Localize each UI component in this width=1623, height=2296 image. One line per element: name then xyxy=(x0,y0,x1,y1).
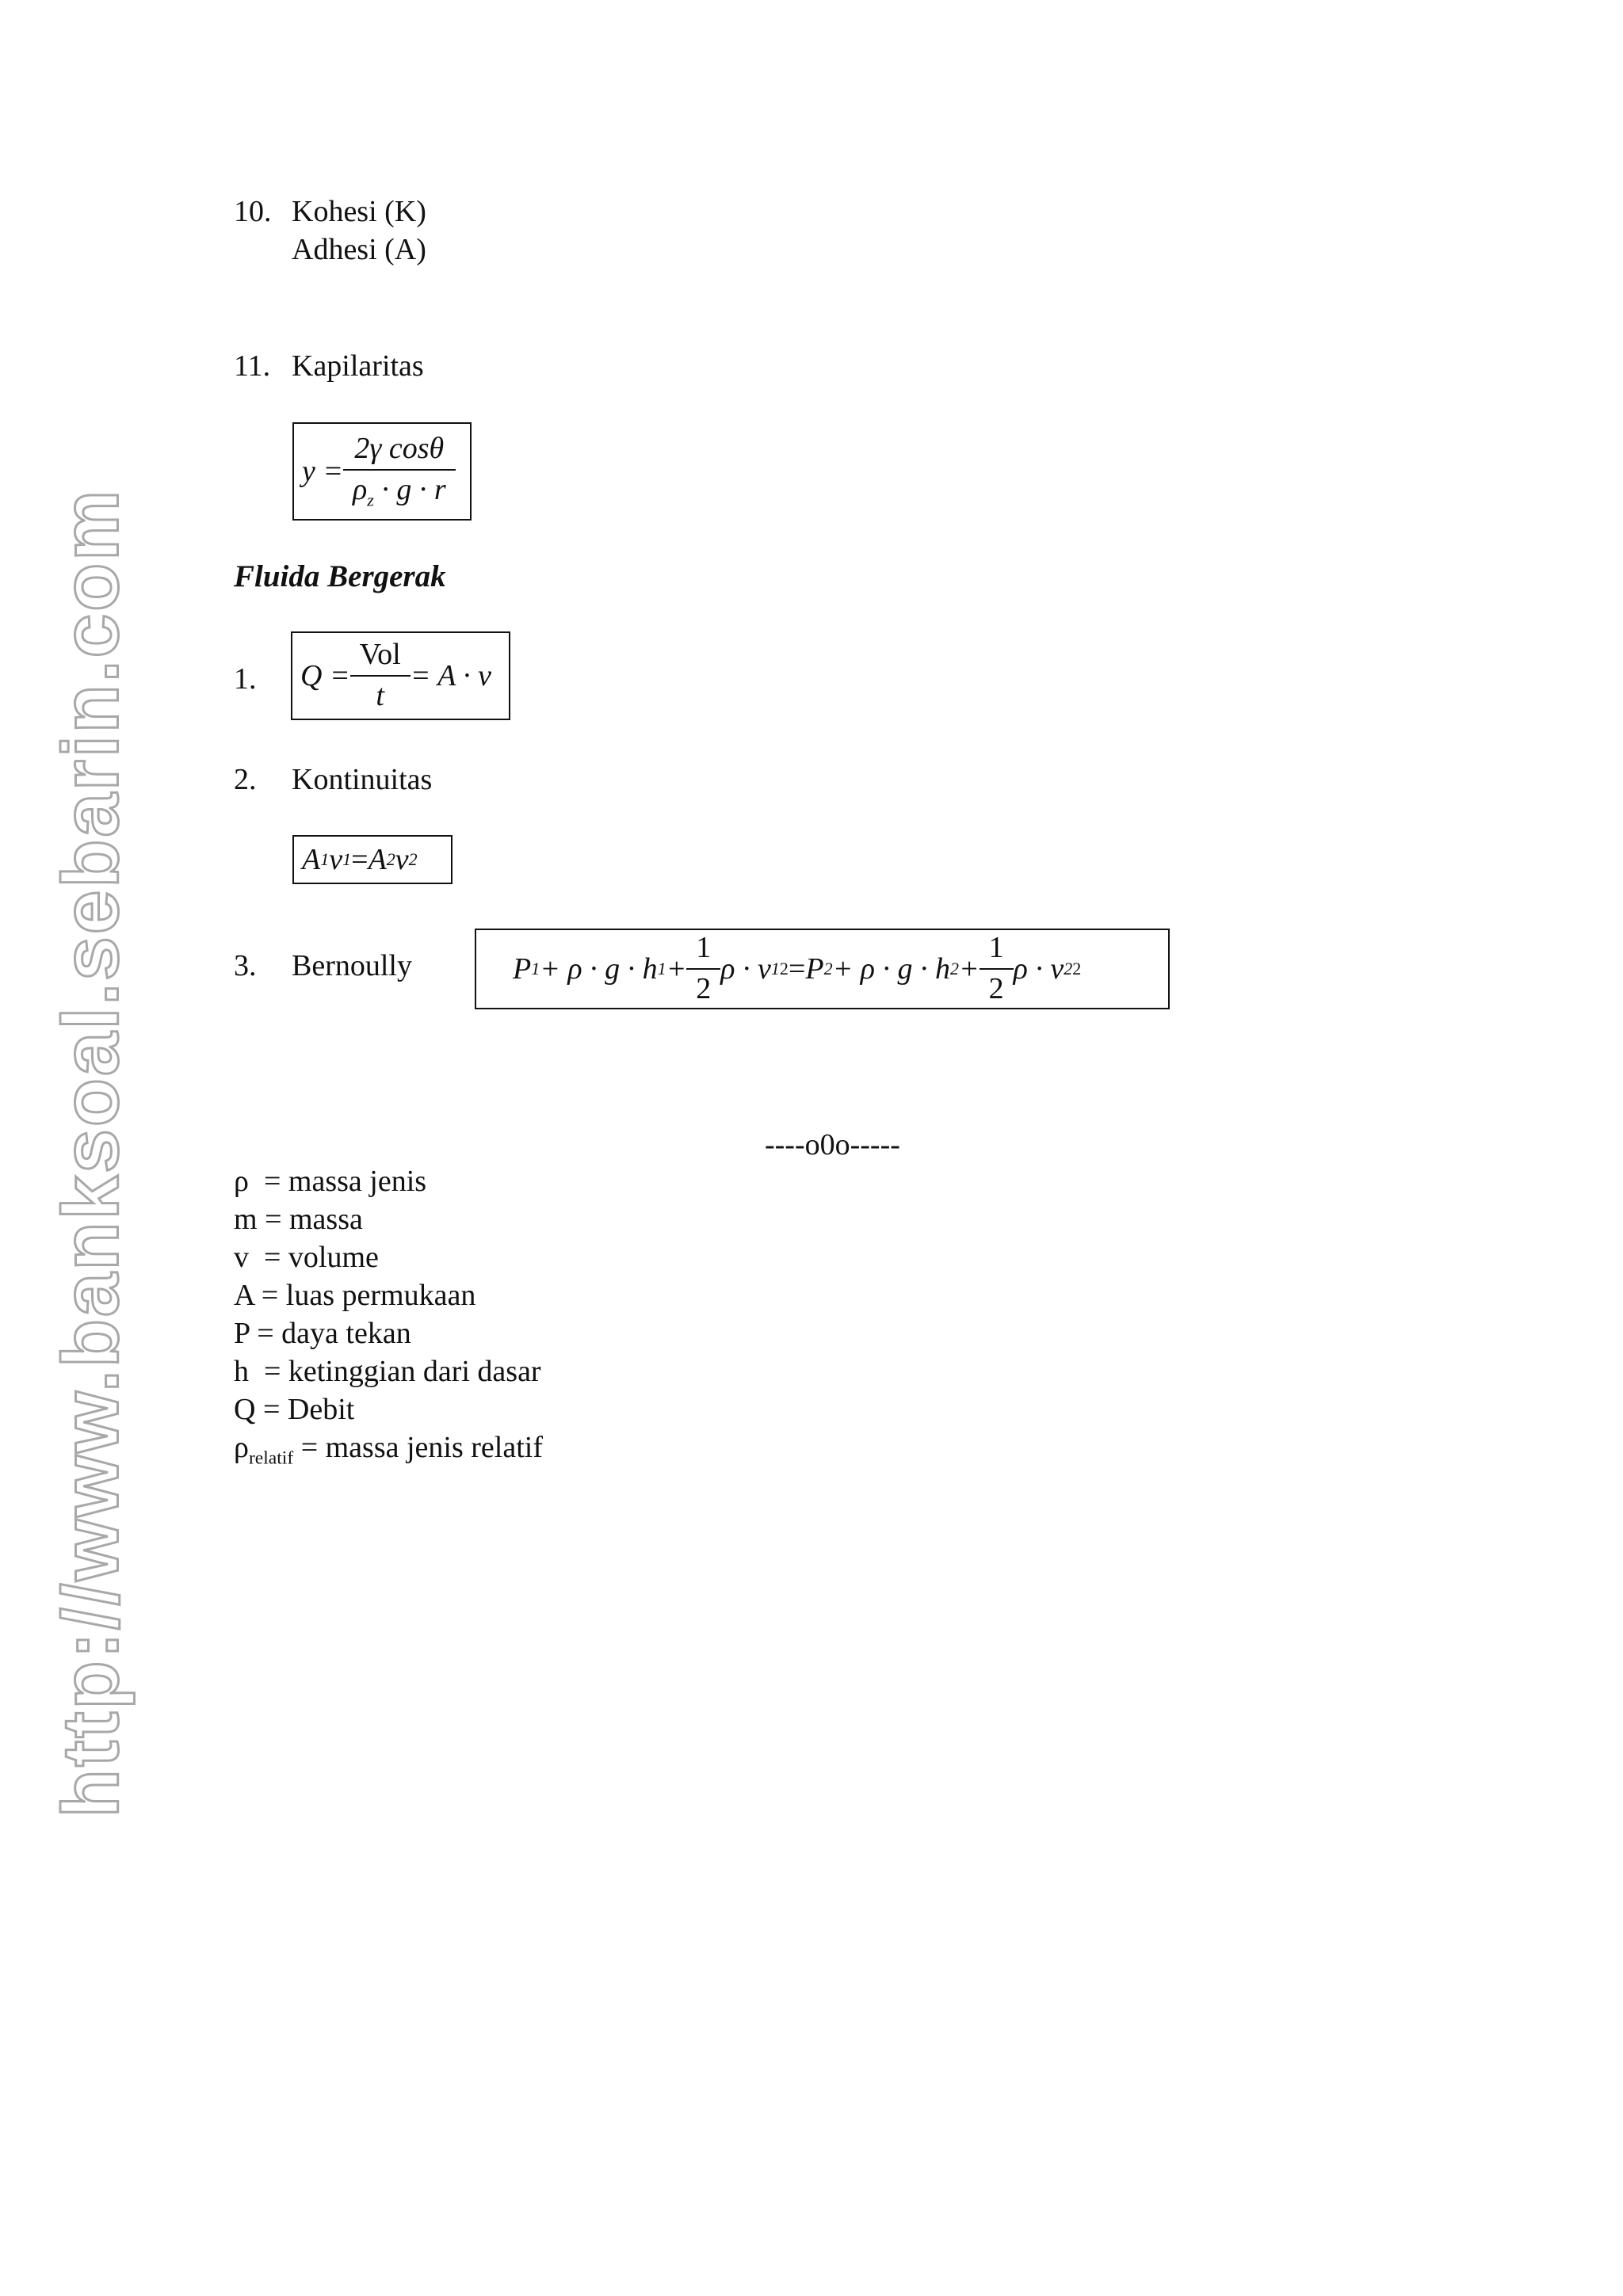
formula-denominator: t xyxy=(350,675,411,713)
definition-row: Q = Debit xyxy=(234,1393,355,1426)
kontinuitas-formula-box xyxy=(292,835,453,884)
debit-formula-box xyxy=(291,631,510,720)
bernoulli-formula: P 1 + ρ · g · h 1 + $\frac{1}{2}$ ρ · v 1 2 = P 2 + ρ · g · h 2 + $\frac{1}{2}$ ρ · v 2 2 xyxy=(513,931,1082,1005)
item-label: Kohesi (K) xyxy=(292,195,426,228)
formula-denominator: $\rho_z \cdot g \cdot r$ xyxy=(343,469,456,510)
item-number: 11. xyxy=(234,349,271,383)
formula-fraction xyxy=(355,639,406,713)
kapilaritas-formula-box xyxy=(292,422,472,521)
definition-row: ρ = massa jenis xyxy=(234,1165,427,1198)
definition-row: $\rho_{relatif}$ = massa jenis relatif xyxy=(234,1431,543,1469)
item-label: Kontinuitas xyxy=(292,763,433,796)
definition-row: v = volume xyxy=(234,1241,379,1274)
item-label: Bernoully xyxy=(292,949,412,982)
definition-row: P = daya tekan xyxy=(234,1317,411,1350)
item-label: Kapilaritas xyxy=(292,349,424,383)
formula-lhs: Q = xyxy=(300,659,350,692)
formula-numerator: 2γ cosθ xyxy=(354,432,445,466)
kontinuitas-formula: A 1 v 1 = A 2 v 2 xyxy=(302,843,418,876)
separator: ----o0o----- xyxy=(765,1128,900,1161)
item-label: Adhesi (A) xyxy=(292,233,426,266)
formula-numerator: Vol xyxy=(359,638,401,672)
section-title: Fluida Bergerak xyxy=(234,559,446,593)
formula-fraction xyxy=(348,433,451,510)
item-number: 3. xyxy=(234,949,257,982)
item-number: 1. xyxy=(234,662,257,696)
bernoulli-formula-box xyxy=(475,929,1170,1009)
definition-row: h = ketinggian dari dasar xyxy=(234,1355,541,1388)
item-number: 10. xyxy=(234,195,272,228)
formula-rhs: = A · v xyxy=(410,659,492,692)
definition-row: m = massa xyxy=(234,1203,363,1236)
formula-lhs: y = xyxy=(302,455,344,488)
watermark-url: http://www.banksoal.sebarin.com xyxy=(46,487,136,1818)
item-number: 2. xyxy=(234,763,257,796)
definition-row: A = luas permukaan xyxy=(234,1279,476,1312)
